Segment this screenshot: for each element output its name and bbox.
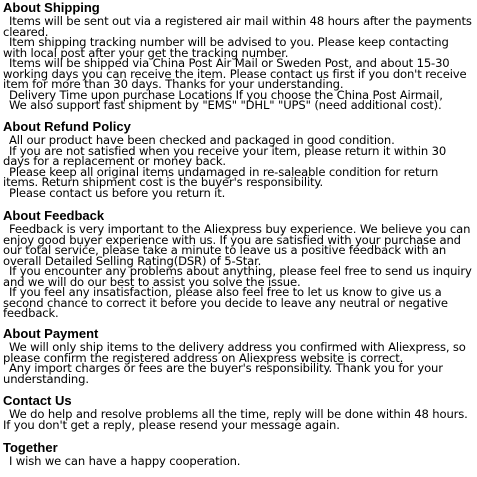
feedback-paragraph: Feedback is very important to the Aliexpress buy experience. We believe you can enjoy good buyer experience with us. If you are satisfied with your purchase and our total service, please take a minute to leave us a positive feedback with an overall Detailed Selling Rating(DSR) of 5-Star. bbox=[3, 222, 471, 268]
shipping-paragraph: Items will be sent out via a registered air mail within 48 hours after the payments cleared. bbox=[3, 14, 472, 39]
section-title-contact-us: Contact Us bbox=[3, 393, 72, 408]
section-title-refund-policy: About Refund Policy bbox=[3, 119, 131, 134]
shipping-paragraph: Item shipping tracking number will be advised to you. Please keep contacting with local post after your get the tracking number. bbox=[3, 35, 449, 60]
contact-paragraph: We do help and resolve problems all the time, reply will be done within 48 hours. If you don't get a reply, please resend your message again. bbox=[3, 407, 468, 432]
shipping-paragraph: Delivery Time upon purchase Locations If you choose the China Post Airmail, bbox=[9, 87, 443, 102]
refund-paragraph: All our product have been checked and packaged in good condition. bbox=[9, 133, 395, 147]
shipping-paragraph: We also support fast shipment by "EMS" "DHL" "UPS" (need additional cost). bbox=[9, 98, 442, 112]
payment-paragraph: We will only ship items to the delivery address you confirmed with Aliexpress, so please confirm the registered address on Aliexpress website is correct. bbox=[3, 340, 466, 365]
shipping-paragraph: Items will be shipped via China Post Air Mail or Sweden Post, and about 15-30 working days you can receive the item. Please contact us first if you don't receive item for more than 30 days. Thanks for your understanding. bbox=[3, 56, 467, 91]
section-feedback bbox=[3, 208, 475, 323]
section-title-payment: About Payment bbox=[3, 326, 99, 341]
section-contact-us bbox=[3, 393, 475, 437]
refund-paragraph: If you are not satisfied when you receive your item, please return it within 30 days for a replacement or money back. bbox=[3, 143, 447, 168]
section-shipping bbox=[3, 0, 475, 116]
feedback-paragraph: If you encounter any problems about anything, please feel free to send us inquiry and we will do our best to assist you solve the issue. bbox=[3, 264, 472, 289]
section-payment bbox=[3, 326, 475, 390]
together-paragraph: I wish we can have a happy cooperation. bbox=[9, 454, 241, 468]
feedback-paragraph: If you feel any insatisfaction, please also feel free to let us know to give us a second chance to correct it before you decide to leave any neutral or negative feedback. bbox=[3, 285, 448, 320]
section-title-together: Together bbox=[3, 440, 58, 455]
section-title-shipping: About Shipping bbox=[3, 0, 100, 15]
section-together bbox=[3, 440, 475, 474]
payment-paragraph: Any import charges or fees are the buyer's responsibility. Thank you for your understanding. bbox=[3, 361, 443, 386]
policy-document bbox=[3, 0, 475, 477]
refund-paragraph: Please keep all original items undamaged in re-saleable condition for return items. Return shipment cost is the buyer's responsibility. bbox=[3, 164, 439, 189]
refund-paragraph: Please contact us before you return it. bbox=[9, 185, 226, 200]
section-title-feedback: About Feedback bbox=[3, 208, 105, 223]
section-refund-policy bbox=[3, 119, 475, 205]
